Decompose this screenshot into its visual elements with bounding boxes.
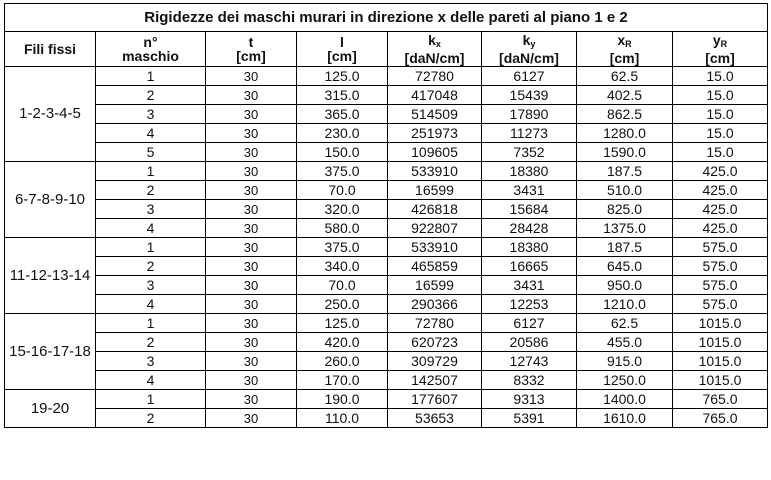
cell-t: 30 xyxy=(206,295,297,314)
column-header-symbol: x xyxy=(617,32,626,48)
column-header-subscript: y xyxy=(530,39,536,49)
group-label-fili-fissi: 6-7-8-9-10 xyxy=(5,162,96,238)
cell-xr: 1400.0 xyxy=(577,390,673,409)
cell-l: 230.0 xyxy=(297,124,388,143)
cell-ky: 17890 xyxy=(482,105,577,124)
cell-xr: 62.5 xyxy=(577,314,673,333)
cell-yr: 15.0 xyxy=(673,105,768,124)
column-header-ky xyxy=(482,32,577,67)
column-header-unit: maschio xyxy=(122,48,179,64)
cell-yr: 425.0 xyxy=(673,219,768,238)
cell-yr: 425.0 xyxy=(673,181,768,200)
cell-n-maschio: 1 xyxy=(96,390,206,409)
cell-l: 125.0 xyxy=(297,67,388,86)
cell-xr: 1610.0 xyxy=(577,409,673,428)
cell-ky: 6127 xyxy=(482,67,577,86)
cell-l: 340.0 xyxy=(297,257,388,276)
table-row xyxy=(5,276,768,295)
cell-kx: 72780 xyxy=(388,314,482,333)
column-header-symbol: Fili fissi xyxy=(23,41,77,57)
cell-kx: 142507 xyxy=(388,371,482,390)
cell-n-maschio: 1 xyxy=(96,67,206,86)
cell-yr: 765.0 xyxy=(673,409,768,428)
cell-xr: 862.5 xyxy=(577,105,673,124)
cell-n-maschio: 3 xyxy=(96,200,206,219)
cell-l: 375.0 xyxy=(297,162,388,181)
cell-n-maschio: 5 xyxy=(96,143,206,162)
cell-n-maschio: 2 xyxy=(96,181,206,200)
cell-n-maschio: 4 xyxy=(96,371,206,390)
cell-l: 190.0 xyxy=(297,390,388,409)
column-header-unit: [daN/cm] xyxy=(499,50,559,66)
cell-kx: 309729 xyxy=(388,352,482,371)
cell-yr: 1015.0 xyxy=(673,371,768,390)
group-label-fili-fissi: 11-12-13-14 xyxy=(5,238,96,314)
cell-ky: 15684 xyxy=(482,200,577,219)
cell-kx: 251973 xyxy=(388,124,482,143)
cell-ky: 12743 xyxy=(482,352,577,371)
cell-ky: 3431 xyxy=(482,181,577,200)
table-row xyxy=(5,238,768,257)
cell-n-maschio: 2 xyxy=(96,86,206,105)
cell-l: 150.0 xyxy=(297,143,388,162)
cell-xr: 510.0 xyxy=(577,181,673,200)
table-row xyxy=(5,181,768,200)
group-label-fili-fissi: 1-2-3-4-5 xyxy=(5,67,96,162)
table-row xyxy=(5,143,768,162)
cell-n-maschio: 2 xyxy=(96,409,206,428)
cell-xr: 402.5 xyxy=(577,86,673,105)
cell-n-maschio: 2 xyxy=(96,257,206,276)
cell-yr: 15.0 xyxy=(673,86,768,105)
cell-t: 30 xyxy=(206,371,297,390)
cell-t: 30 xyxy=(206,257,297,276)
cell-t: 30 xyxy=(206,314,297,333)
column-header-fili-fissi xyxy=(5,32,96,67)
column-header-symbol: n° xyxy=(143,34,158,50)
table-row xyxy=(5,390,768,409)
table-body xyxy=(5,67,768,428)
table-caption-fragment xyxy=(5,470,305,480)
column-header-kx xyxy=(388,32,482,67)
cell-kx: 533910 xyxy=(388,238,482,257)
cell-ky: 8332 xyxy=(482,371,577,390)
column-header-subscript: R xyxy=(625,39,632,49)
column-header-symbol: y xyxy=(712,32,721,48)
cell-n-maschio: 1 xyxy=(96,238,206,257)
cell-xr: 950.0 xyxy=(577,276,673,295)
column-header-symbol: l xyxy=(340,34,344,50)
cell-l: 315.0 xyxy=(297,86,388,105)
cell-yr: 1015.0 xyxy=(673,314,768,333)
cell-t: 30 xyxy=(206,352,297,371)
cell-l: 70.0 xyxy=(297,276,388,295)
column-header-xr xyxy=(577,32,673,67)
column-header-unit: [cm] xyxy=(327,48,357,64)
cell-l: 365.0 xyxy=(297,105,388,124)
column-header-subscript: R xyxy=(720,39,728,49)
cell-yr: 15.0 xyxy=(673,143,768,162)
column-header-t xyxy=(206,32,297,67)
cell-t: 30 xyxy=(206,238,297,257)
cell-yr: 575.0 xyxy=(673,238,768,257)
cell-kx: 177607 xyxy=(388,390,482,409)
cell-ky: 9313 xyxy=(482,390,577,409)
cell-t: 30 xyxy=(206,333,297,352)
cell-yr: 15.0 xyxy=(673,124,768,143)
cell-kx: 417048 xyxy=(388,86,482,105)
column-header-row xyxy=(5,32,768,67)
cell-ky: 11273 xyxy=(482,124,577,143)
table-row xyxy=(5,371,768,390)
column-header-symbol: k xyxy=(522,32,531,48)
cell-t: 30 xyxy=(206,162,297,181)
table-row xyxy=(5,257,768,276)
cell-xr: 1280.0 xyxy=(577,124,673,143)
table-row xyxy=(5,162,768,181)
table-row xyxy=(5,314,768,333)
cell-kx: 109605 xyxy=(388,143,482,162)
cell-kx: 72780 xyxy=(388,67,482,86)
cell-kx: 53653 xyxy=(388,409,482,428)
cell-yr: 575.0 xyxy=(673,257,768,276)
cell-t: 30 xyxy=(206,181,297,200)
cell-xr: 915.0 xyxy=(577,352,673,371)
cell-ky: 28428 xyxy=(482,219,577,238)
cell-kx: 620723 xyxy=(388,333,482,352)
cell-n-maschio: 3 xyxy=(96,105,206,124)
cell-xr: 455.0 xyxy=(577,333,673,352)
column-header-symbol: k xyxy=(428,32,436,48)
cell-kx: 922807 xyxy=(388,219,482,238)
cell-l: 110.0 xyxy=(297,409,388,428)
cell-ky: 16665 xyxy=(482,257,577,276)
cell-kx: 465859 xyxy=(388,257,482,276)
cell-t: 30 xyxy=(206,219,297,238)
table-row xyxy=(5,200,768,219)
cell-ky: 3431 xyxy=(482,276,577,295)
cell-l: 260.0 xyxy=(297,352,388,371)
group-label-fili-fissi: 19-20 xyxy=(5,390,96,428)
cell-l: 320.0 xyxy=(297,200,388,219)
cell-xr: 1590.0 xyxy=(577,143,673,162)
cell-n-maschio: 4 xyxy=(96,124,206,143)
cell-xr: 1210.0 xyxy=(577,295,673,314)
cell-ky: 20586 xyxy=(482,333,577,352)
cell-yr: 15.0 xyxy=(673,67,768,86)
column-header-symbol: t xyxy=(248,34,254,50)
cell-n-maschio: 1 xyxy=(96,162,206,181)
column-header-yr xyxy=(673,32,768,67)
cell-yr: 765.0 xyxy=(673,390,768,409)
cell-kx: 426818 xyxy=(388,200,482,219)
column-header-n-maschio xyxy=(96,32,206,67)
cell-n-maschio: 1 xyxy=(96,314,206,333)
cell-n-maschio: 4 xyxy=(96,295,206,314)
cell-n-maschio: 4 xyxy=(96,219,206,238)
group-label-fili-fissi: 15-16-17-18 xyxy=(5,314,96,390)
table-row xyxy=(5,219,768,238)
column-header-unit: [cm] xyxy=(609,50,640,66)
table-row xyxy=(5,333,768,352)
cell-l: 420.0 xyxy=(297,333,388,352)
cell-n-maschio: 3 xyxy=(96,352,206,371)
table-row xyxy=(5,105,768,124)
cell-t: 30 xyxy=(206,200,297,219)
cell-kx: 533910 xyxy=(388,162,482,181)
cell-ky: 12253 xyxy=(482,295,577,314)
table-row xyxy=(5,67,768,86)
cell-xr: 1375.0 xyxy=(577,219,673,238)
cell-l: 70.0 xyxy=(297,181,388,200)
cell-xr: 825.0 xyxy=(577,200,673,219)
cell-l: 580.0 xyxy=(297,219,388,238)
cell-l: 375.0 xyxy=(297,238,388,257)
cell-xr: 62.5 xyxy=(577,67,673,86)
column-header-unit: [daN/cm] xyxy=(404,50,465,66)
cell-yr: 1015.0 xyxy=(673,352,768,371)
cell-yr: 575.0 xyxy=(673,276,768,295)
table-row xyxy=(5,409,768,428)
cell-kx: 16599 xyxy=(388,181,482,200)
table-row xyxy=(5,86,768,105)
cell-t: 30 xyxy=(206,276,297,295)
cell-yr: 425.0 xyxy=(673,200,768,219)
cell-kx: 290366 xyxy=(388,295,482,314)
cell-t: 30 xyxy=(206,124,297,143)
cell-xr: 645.0 xyxy=(577,257,673,276)
cell-l: 125.0 xyxy=(297,314,388,333)
cell-t: 30 xyxy=(206,390,297,409)
cell-yr: 1015.0 xyxy=(673,333,768,352)
cell-kx: 514509 xyxy=(388,105,482,124)
cell-n-maschio: 3 xyxy=(96,276,206,295)
cell-ky: 18380 xyxy=(482,162,577,181)
stiffness-table xyxy=(4,3,768,428)
column-header-subscript: x xyxy=(435,39,441,49)
column-header-l xyxy=(297,32,388,67)
cell-ky: 15439 xyxy=(482,86,577,105)
cell-yr: 425.0 xyxy=(673,162,768,181)
cell-t: 30 xyxy=(206,409,297,428)
column-header-unit: [cm] xyxy=(705,50,735,66)
cell-xr: 187.5 xyxy=(577,238,673,257)
cell-ky: 18380 xyxy=(482,238,577,257)
column-header-unit: [cm] xyxy=(236,48,266,64)
cell-t: 30 xyxy=(206,67,297,86)
cell-t: 30 xyxy=(206,86,297,105)
cell-ky: 7352 xyxy=(482,143,577,162)
table-title: Rigidezze dei maschi murari in direzione x delle pareti al piano 1 e 2 xyxy=(5,4,768,32)
cell-t: 30 xyxy=(206,105,297,124)
cell-l: 170.0 xyxy=(297,371,388,390)
cell-t: 30 xyxy=(206,143,297,162)
cell-yr: 575.0 xyxy=(673,295,768,314)
cell-n-maschio: 2 xyxy=(96,333,206,352)
table-row xyxy=(5,124,768,143)
cell-xr: 1250.0 xyxy=(577,371,673,390)
cell-l: 250.0 xyxy=(297,295,388,314)
table-row xyxy=(5,295,768,314)
cell-xr: 187.5 xyxy=(577,162,673,181)
cell-ky: 5391 xyxy=(482,409,577,428)
cell-ky: 6127 xyxy=(482,314,577,333)
cell-kx: 16599 xyxy=(388,276,482,295)
table-row xyxy=(5,352,768,371)
